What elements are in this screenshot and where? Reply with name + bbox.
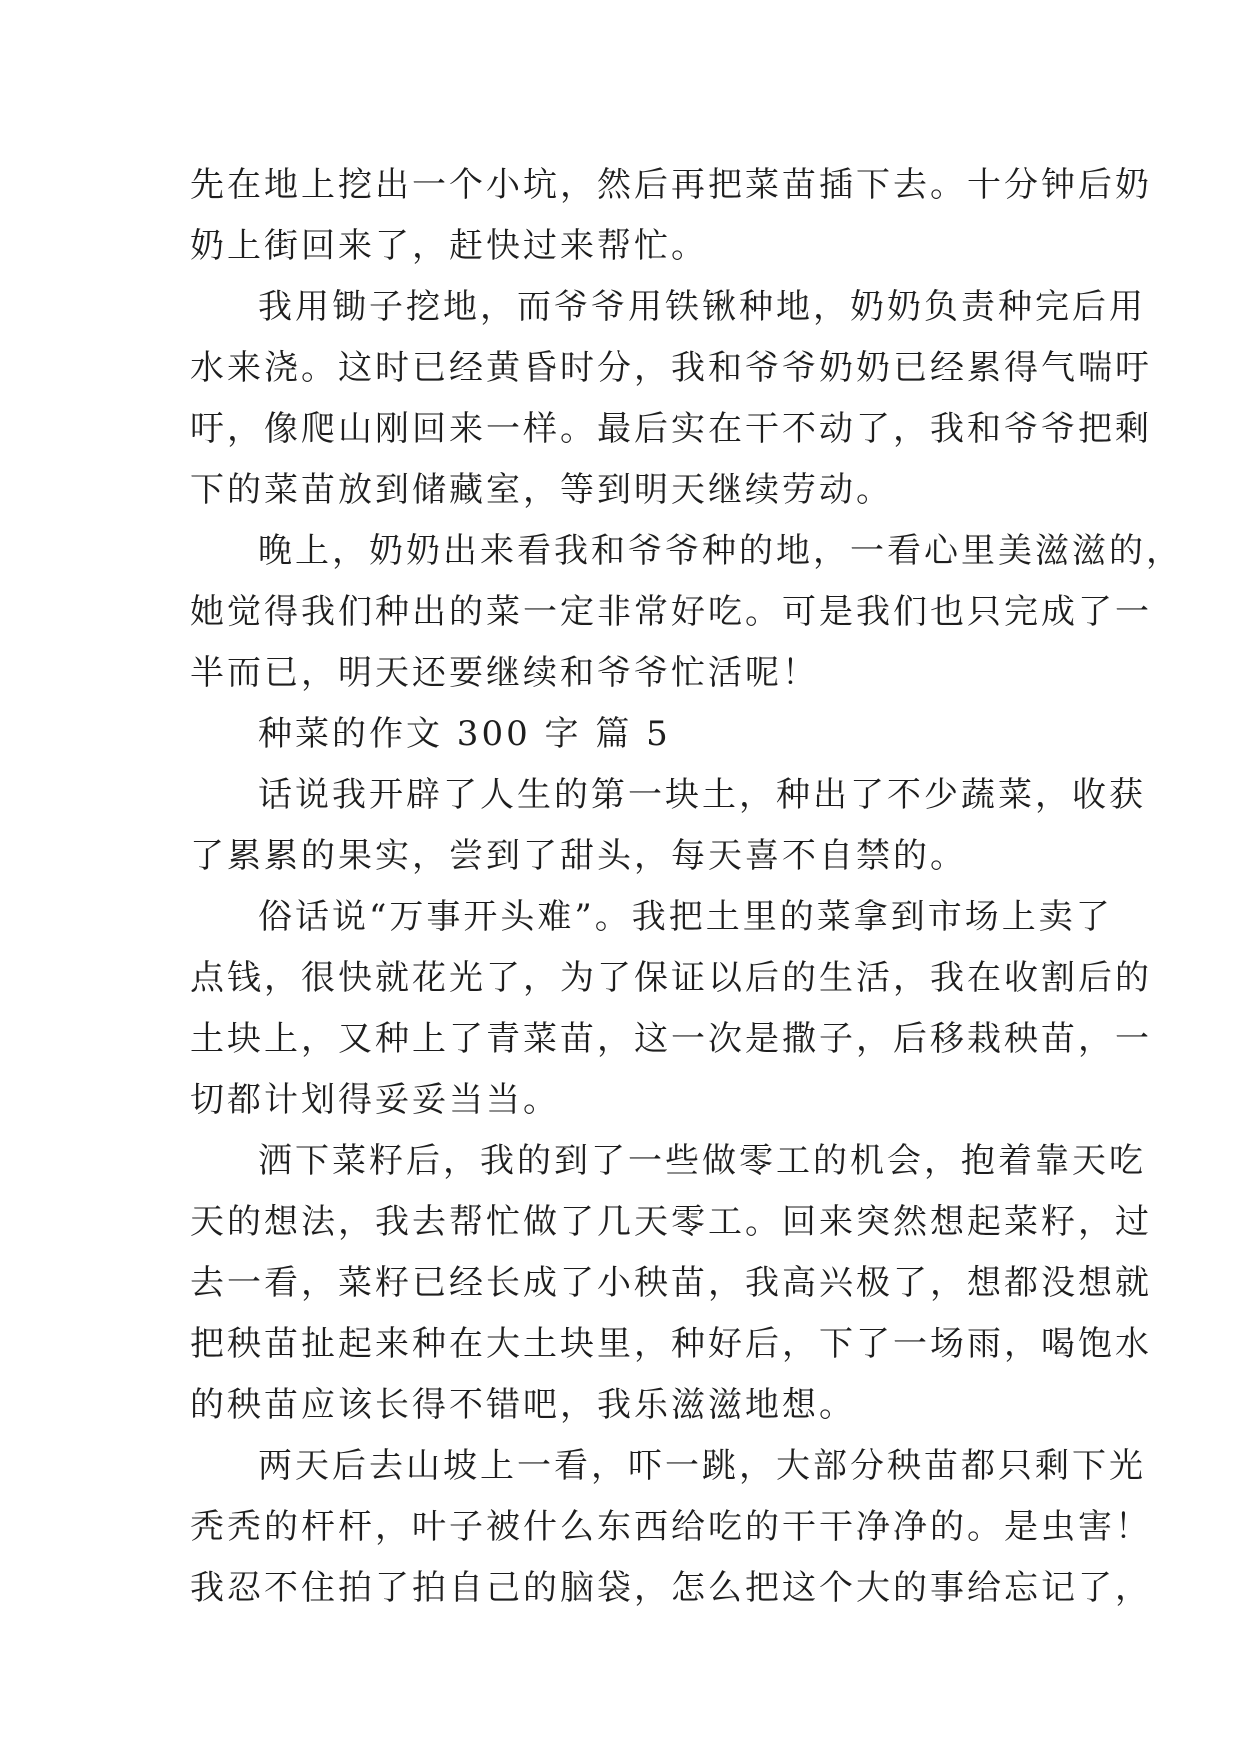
- paragraph: [190, 277, 1152, 521]
- text-line: 洒下菜籽后，我的到了一些做零工的机会，抱着靠天吃: [258, 1141, 1146, 1181]
- text-line: 的秧苗应该长得不错吧，我乐滋滋地想。: [190, 1385, 856, 1425]
- text-line: 下的菜苗放到储藏室，等到明天继续劳动。: [190, 470, 893, 510]
- text-line: 种菜的作文 300 字 篇 5: [258, 714, 671, 754]
- paragraph: [190, 1436, 1152, 1619]
- text-line: 话说我开辟了人生的第一块土，种出了不少蔬菜，收获: [258, 775, 1146, 815]
- text-line: 奶上街回来了，赶快过来帮忙。: [190, 226, 708, 266]
- text-line: 晚上，奶奶出来看我和爷爷种的地，一看心里美滋滋的，: [258, 531, 1183, 571]
- text-line: 天的想法，我去帮忙做了几天零工。回来突然想起菜籽，过: [190, 1202, 1152, 1242]
- text-line: 土块上，又种上了青菜苗，这一次是撒子，后移栽秧苗，一: [190, 1019, 1152, 1059]
- paragraph: [190, 521, 1183, 704]
- paragraph: [190, 765, 1146, 887]
- paragraph: [190, 887, 1152, 1131]
- text-line: 我忍不住拍了拍自己的脑袋，怎么把这个大的事给忘记了，: [190, 1568, 1152, 1608]
- text-line: 把秧苗扯起来种在大土块里，种好后，下了一场雨，喝饱水: [190, 1324, 1152, 1364]
- paragraph: [190, 1131, 1152, 1436]
- text-line: 切都计划得妥妥当当。: [190, 1080, 560, 1120]
- text-line: 我用锄子挖地，而爷爷用铁锹种地，奶奶负责种完后用: [258, 287, 1146, 327]
- text-line: 秃秃的杆杆，叶子被什么东西给吃的干干净净的。是虫害！: [190, 1507, 1152, 1547]
- text-line: 点钱，很快就花光了，为了保证以后的生活，我在收割后的: [190, 958, 1152, 998]
- text-line: 去一看，菜籽已经长成了小秧苗，我高兴极了，想都没想就: [190, 1263, 1152, 1303]
- paragraph: [190, 155, 1152, 277]
- document-body: [190, 155, 1183, 1619]
- text-line: 她觉得我们种出的菜一定非常好吃。可是我们也只完成了一: [190, 592, 1152, 632]
- text-line: 水来浇。这时已经黄昏时分，我和爷爷奶奶已经累得气喘吁: [190, 348, 1152, 388]
- text-line: 先在地上挖出一个小坑，然后再把菜苗插下去。十分钟后奶: [190, 165, 1152, 205]
- text-line: 俗话说“万事开头难”。我把土里的菜拿到市场上卖了: [258, 897, 1113, 937]
- text-line: 半而已，明天还要继续和爷爷忙活呢！: [190, 653, 819, 693]
- text-line: 吁，像爬山刚回来一样。最后实在干不动了，我和爷爷把剩: [190, 409, 1152, 449]
- section-heading: [190, 704, 1060, 765]
- text-line: 了累累的果实，尝到了甜头，每天喜不自禁的。: [190, 836, 967, 876]
- text-line: 两天后去山坡上一看，吓一跳，大部分秧苗都只剩下光: [258, 1446, 1146, 1486]
